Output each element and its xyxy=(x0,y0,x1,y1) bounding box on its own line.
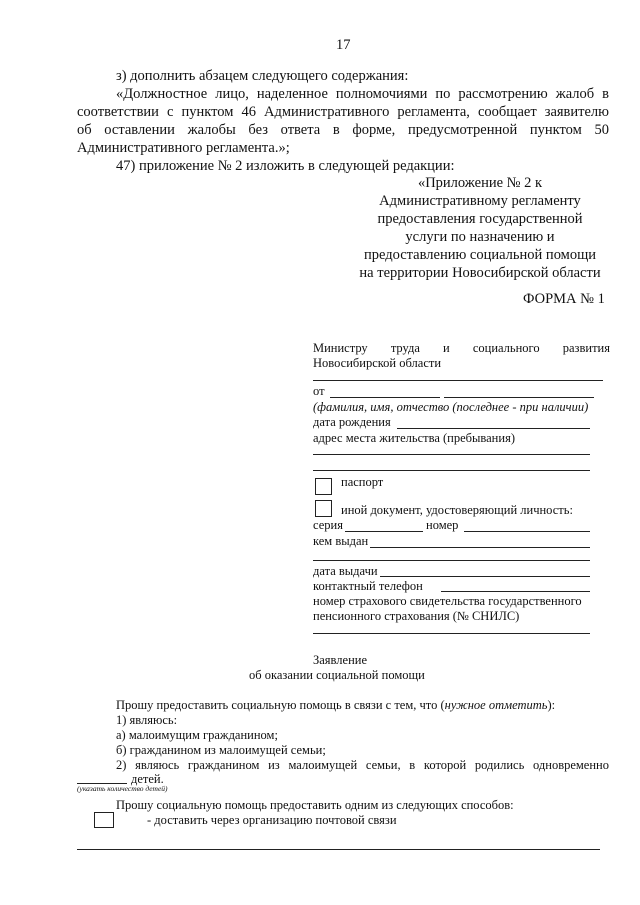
passport-checkbox[interactable] xyxy=(315,478,332,495)
other-doc-checkbox[interactable] xyxy=(315,500,332,517)
post-delivery-checkbox[interactable] xyxy=(94,812,114,828)
paragraph-3z: з) дополнить абзацем следующего содержания: xyxy=(116,68,409,84)
appendix-line: на территории Новосибирской области xyxy=(359,265,601,281)
birth-date-line[interactable] xyxy=(397,428,590,429)
address-line-2[interactable] xyxy=(313,470,590,471)
fio-hint: (фамилия, имя, отчество (последнее - при наличии) xyxy=(313,400,589,414)
appendix-line: «Приложение № 2 к xyxy=(417,175,543,191)
method-post-label: - доставить через организацию почтовой связи xyxy=(147,813,397,827)
addressee-word: развития xyxy=(562,341,610,355)
addressee-word: труда xyxy=(390,341,420,355)
addressee-word: социального xyxy=(472,341,540,355)
address-line-1[interactable] xyxy=(313,454,590,455)
issued-by-line[interactable] xyxy=(370,547,590,548)
blank-line[interactable] xyxy=(313,380,603,381)
from-label: от xyxy=(313,384,325,398)
paragraph-quote-line2: соответствии с пунктом 46 Административного регламента, сообщает заявителю xyxy=(77,104,609,120)
from-line-a[interactable] xyxy=(330,397,440,398)
issue-date-label: дата выдачи xyxy=(313,564,378,578)
form-label: ФОРМА № 1 xyxy=(523,291,605,307)
statement-subtitle: об оказании социальной помощи xyxy=(249,668,425,682)
appendix-line: предоставления государственной xyxy=(377,211,583,227)
item-2-line2: детей. xyxy=(131,772,164,786)
other-doc-label: иной документ, удостоверяющий личность: xyxy=(341,503,573,517)
bottom-line[interactable] xyxy=(77,849,600,850)
phone-line[interactable] xyxy=(441,591,590,592)
issued-by-label: кем выдан xyxy=(313,534,369,548)
appendix-line: предоставлению социальной помощи xyxy=(363,247,597,263)
page-number: 17 xyxy=(336,37,351,53)
issue-date-line[interactable] xyxy=(380,576,590,577)
request-hint: нужное отметить xyxy=(444,698,548,712)
phone-label: контактный телефон xyxy=(313,579,423,593)
snils-label-1: номер страхового свидетельства государственного xyxy=(313,594,582,608)
request-suffix: ): xyxy=(547,698,556,712)
appendix-line: услуги по назначению и xyxy=(405,229,555,245)
appendix-line: Административному регламенту xyxy=(379,193,581,209)
addressee-line1 xyxy=(313,340,610,356)
request-prefix: Прошу предоставить социальную помощь в связи с тем, что ( xyxy=(116,698,445,712)
issued-by-line-2[interactable] xyxy=(313,560,590,561)
birth-date-label: дата рождения xyxy=(313,415,391,429)
addressee-word: и xyxy=(443,341,450,355)
series-line[interactable] xyxy=(345,531,423,532)
paragraph-quote-line3: об оставлении жалобы без ответа в форме, предусмотренной пунктом 50 xyxy=(77,122,609,138)
item-a: а) малоимущим гражданином; xyxy=(116,728,278,742)
number-line[interactable] xyxy=(464,531,590,532)
request-line xyxy=(116,697,555,713)
passport-label: паспорт xyxy=(341,475,384,489)
series-label: серия xyxy=(313,518,343,532)
paragraph-quote-line1: «Должностное лицо, наделенное полномочиями по рассмотрению жалоб в xyxy=(116,86,609,102)
from-line-b[interactable] xyxy=(444,397,594,398)
snils-label-2: пенсионного страхования (№ СНИЛС) xyxy=(313,609,520,623)
item-b: б) гражданином из малоимущей семьи; xyxy=(116,743,326,757)
item-2-line1: 2) являюсь гражданином из малоимущей семьи, в которой родились одновременно xyxy=(116,758,609,772)
snils-line[interactable] xyxy=(313,633,590,634)
number-label: номер xyxy=(426,518,459,532)
children-count-hint: (указать количество детей) xyxy=(77,784,168,793)
statement-title: Заявление xyxy=(313,653,368,667)
appendix-header xyxy=(350,175,610,283)
addressee-word: Министру xyxy=(313,341,368,355)
address-label: адрес места жительства (пребывания) xyxy=(313,431,515,445)
method-text: Прошу социальную помощь предоставить одним из следующих способов: xyxy=(116,798,514,812)
paragraph-quote-line4: Административного регламента.»; xyxy=(77,140,290,156)
paragraph-47: 47) приложение № 2 изложить в следующей редакции: xyxy=(116,158,455,174)
addressee-line2: Новосибирской области xyxy=(313,356,442,370)
item-1: 1) являюсь: xyxy=(116,713,178,727)
